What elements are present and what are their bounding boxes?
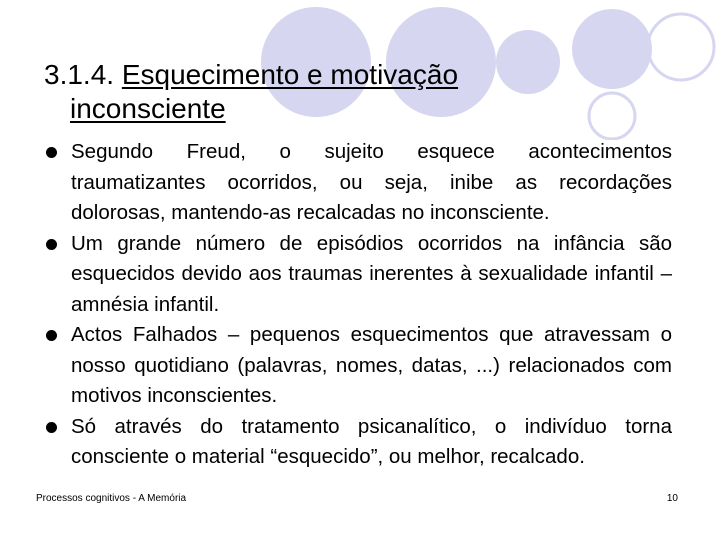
bullet-list [44, 137, 672, 473]
list-item [44, 412, 672, 473]
footer-text: Processos cognitivos - A Memória [36, 493, 187, 504]
bullet-text: Segundo Freud, o sujeito esquece acontecimentos traumatizantes ocorridos, ou seja, inibe as recordações dolorosas, mantendo-as recalcadas no inconsciente. [71, 140, 672, 224]
bullet-text: Um grande número de episódios ocorridos na infância são esquecidos devido aos traumas inerentes à sexualidade infantil – amnésia infantil. [71, 231, 672, 316]
slide-title [44, 58, 564, 126]
list-item [44, 229, 672, 321]
ring-decoration [648, 14, 714, 80]
title-line-1: Esquecimento e motivação [121, 59, 459, 90]
title-line-2: inconsciente [70, 93, 226, 124]
circle-decoration [572, 9, 652, 89]
section-number: 3.1.4. [44, 59, 115, 90]
list-item [44, 137, 672, 229]
bullet-text: Actos Falhados – pequenos esquecimentos que atravessam o nosso quotidiano (palavras, nomes, datas, ...) relacionados com motivos inconscientes. [71, 323, 672, 407]
bullet-icon [46, 239, 57, 250]
ring-decoration [589, 93, 635, 139]
list-item [44, 320, 672, 412]
bullet-icon [46, 422, 57, 433]
bullet-icon [46, 330, 57, 341]
bullet-icon [46, 147, 57, 158]
bullet-text: Só através do tratamento psicanalítico, o indivíduo torna consciente o material “esquecido”, ou melhor, recalcado. [71, 414, 672, 468]
page-number: 10 [666, 493, 678, 504]
